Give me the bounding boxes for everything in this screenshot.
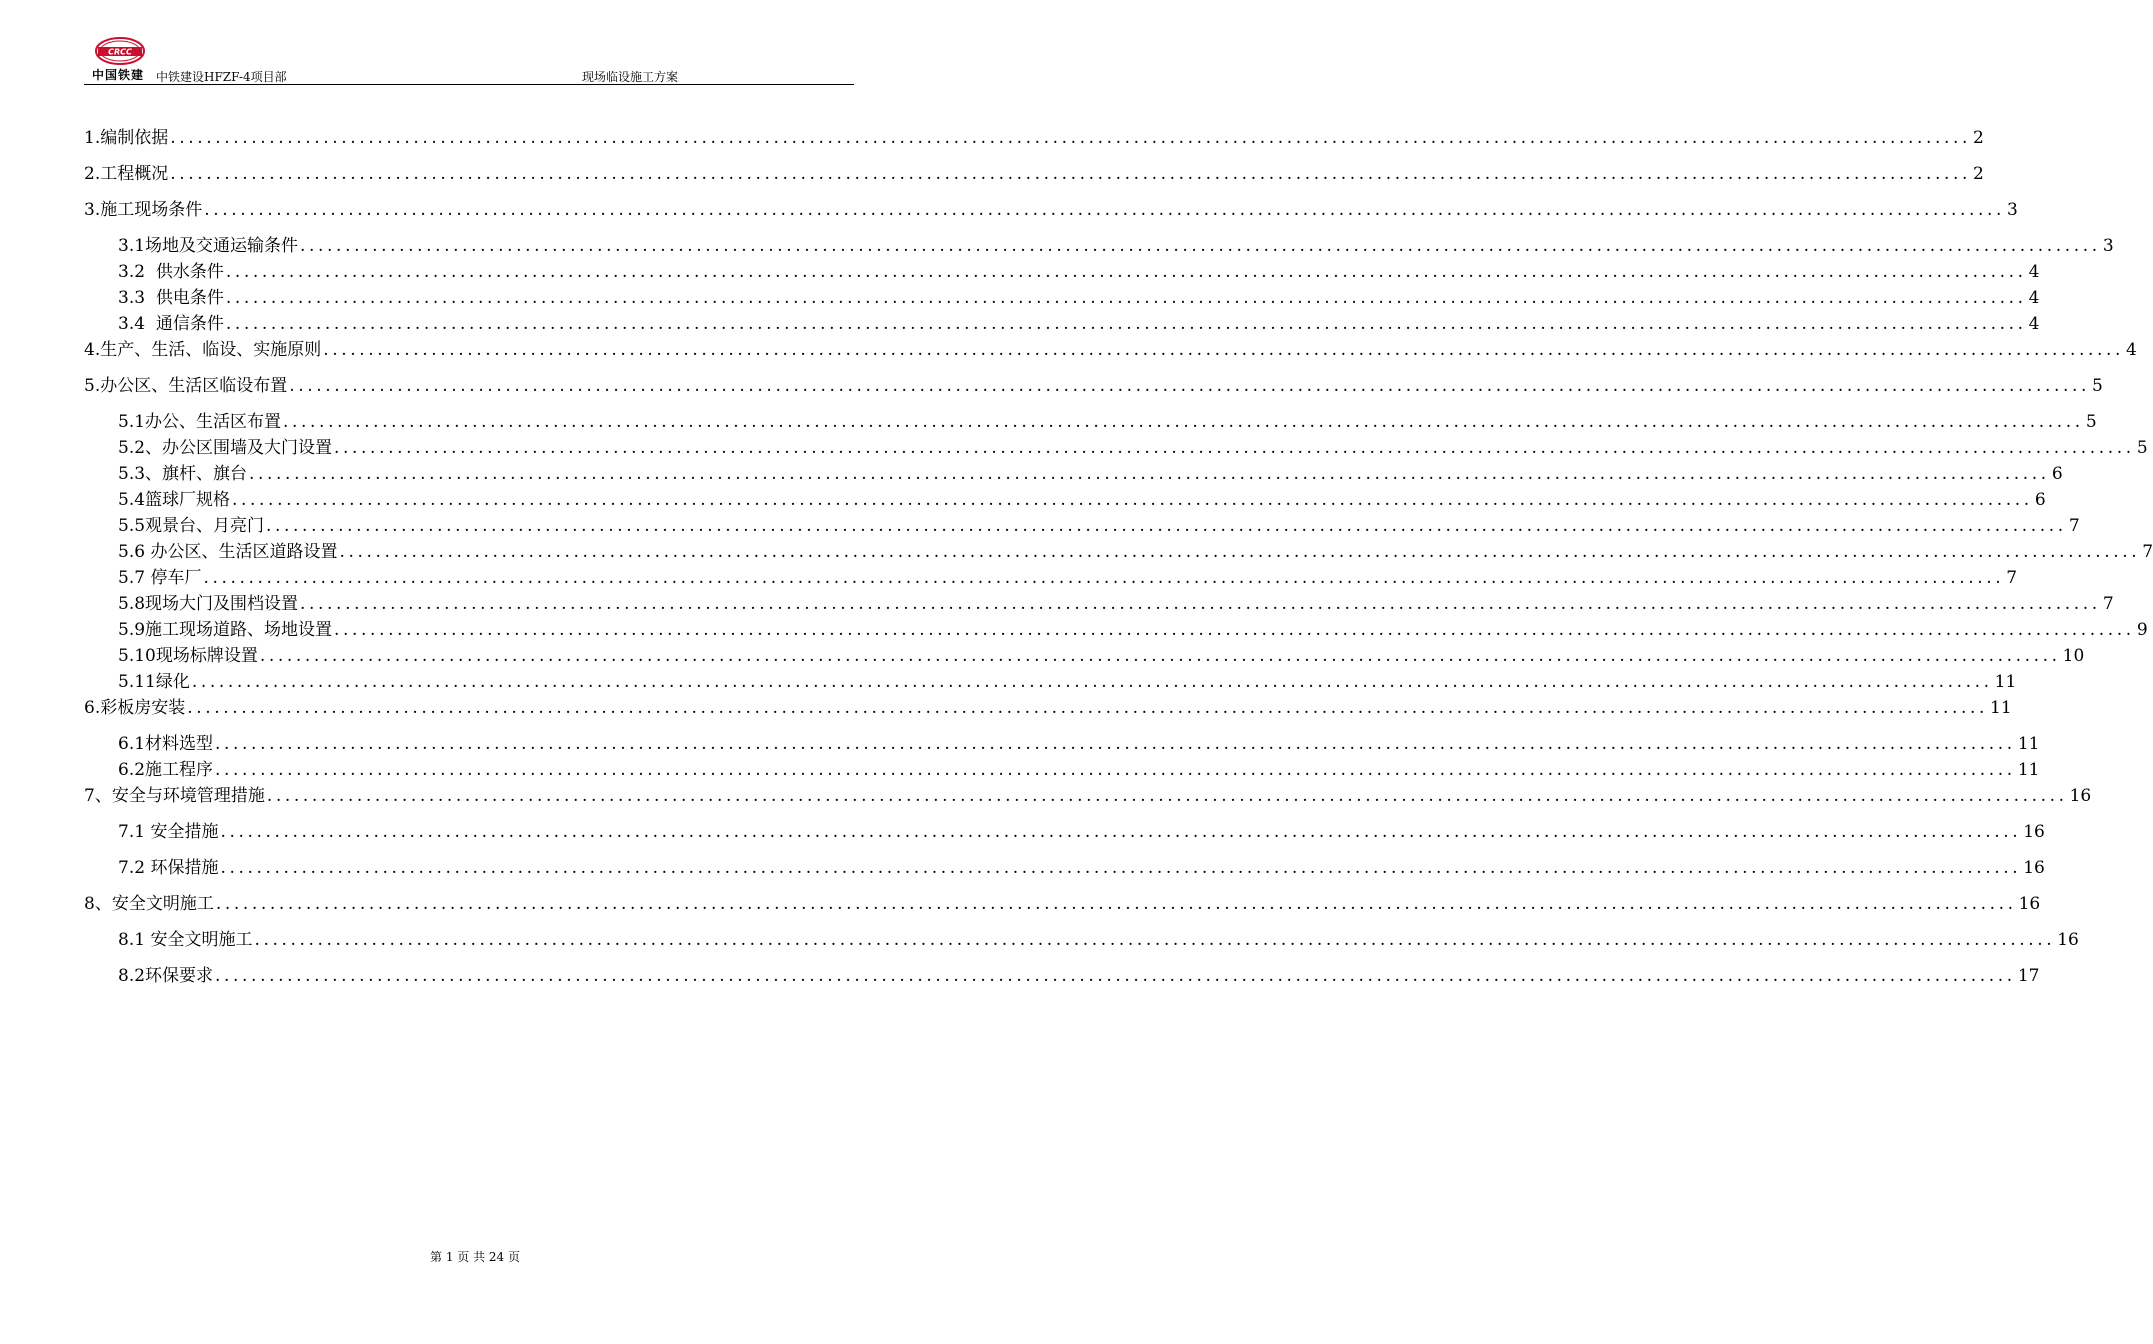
toc-dot-leader: ........................................................................................................................................................................................................	[339, 542, 2141, 562]
toc-entry[interactable]	[118, 640, 2085, 666]
toc-entry-label: 7、安全与环境管理措施	[84, 786, 265, 806]
toc-entry-page-number: 9	[2136, 620, 2148, 640]
toc-entry[interactable]	[118, 406, 2097, 432]
toc-entry[interactable]	[118, 816, 2045, 842]
toc-entry-label: 6.1材料选型	[118, 734, 214, 754]
toc-entry-page-number: 7	[2006, 568, 2018, 588]
toc-dot-leader: ........................................................................................................................................................................................................	[334, 438, 2135, 458]
toc-entry-page-number: 11	[2017, 760, 2040, 780]
toc-entry[interactable]	[118, 256, 2040, 282]
toc-dot-leader: ........................................................................................................................................................................................................	[191, 672, 1993, 692]
toc-entry-page-number: 6	[2051, 464, 2063, 484]
toc-entry-page-number: 6	[2034, 490, 2046, 510]
toc-entry-label: 7.2 环保措施	[118, 858, 219, 878]
toc-entry-page-number: 16	[2069, 786, 2092, 806]
document-title: 现场临设施工方案	[582, 70, 679, 84]
toc-entry-page-number: 16	[2057, 930, 2079, 950]
toc-entry-label: 5.5观景台、月亮门	[118, 516, 265, 536]
toc-dot-leader: ........................................................................................................................................................................................................	[254, 930, 2056, 950]
toc-dot-leader: ........................................................................................................................................................................................................	[225, 262, 2027, 282]
toc-entry-page-number: 5	[2136, 438, 2148, 458]
toc-dot-leader: ........................................................................................................................................................................................................	[215, 760, 2016, 780]
toc-entry-label: 4.生产、生活、临设、实施原则	[84, 340, 322, 360]
toc-entry-page-number: 3	[2007, 200, 2018, 220]
toc-entry-page-number: 5	[2085, 412, 2097, 432]
toc-entry[interactable]	[118, 960, 2040, 986]
toc-dot-leader: ........................................................................................................................................................................................................	[334, 620, 2135, 640]
toc-dot-leader: ........................................................................................................................................................................................................	[187, 698, 1988, 718]
toc-entry[interactable]	[84, 888, 2041, 914]
toc-entry[interactable]	[118, 510, 2080, 536]
toc-entry-label: 6.彩板房安装	[84, 698, 186, 718]
toc-entry[interactable]	[118, 924, 2079, 950]
toc-dot-leader: ........................................................................................................................................................................................................	[259, 646, 2061, 666]
toc-entry[interactable]	[118, 282, 2040, 308]
toc-dot-leader: ........................................................................................................................................................................................................	[203, 568, 2005, 588]
toc-dot-leader: ........................................................................................................................................................................................................	[266, 786, 2068, 806]
svg-text:CRCC: CRCC	[108, 47, 132, 57]
toc-dot-leader: ........................................................................................................................................................................................................	[170, 128, 1971, 148]
toc-entry-page-number: 4	[2028, 314, 2040, 334]
toc-entry-label: 5.办公区、生活区临设布置	[84, 376, 288, 396]
toc-entry[interactable]	[118, 754, 2040, 780]
toc-dot-leader: ........................................................................................................................................................................................................	[170, 164, 1971, 184]
toc-entry-page-number: 16	[2018, 894, 2041, 914]
toc-entry-label: 5.6 办公区、生活区道路设置	[118, 542, 338, 562]
page-footer: 第 1 页 共 24 页	[430, 1250, 520, 1264]
toc-entry[interactable]	[118, 562, 2018, 588]
toc-entry-label: 2.工程概况	[84, 164, 169, 184]
toc-dot-leader: ........................................................................................................................................................................................................	[300, 236, 2101, 256]
toc-entry-page-number: 4	[2028, 262, 2040, 282]
toc-entry[interactable]	[84, 370, 2103, 396]
toc-entry-label: 3.施工现场条件	[84, 200, 203, 220]
toc-dot-leader: ........................................................................................................................................................................................................	[204, 200, 2005, 220]
toc-dot-leader: ........................................................................................................................................................................................................	[215, 966, 2016, 986]
toc-entry-label: 6.2施工程序	[118, 760, 214, 780]
toc-dot-leader: ........................................................................................................................................................................................................	[300, 594, 2101, 614]
toc-entry-page-number: 2	[1973, 128, 1984, 148]
toc-dot-leader: ........................................................................................................................................................................................................	[232, 490, 2033, 510]
toc-entry-page-number: 7	[2142, 542, 2153, 562]
toc-dot-leader: ........................................................................................................................................................................................................	[283, 412, 2084, 432]
toc-entry-label: 5.8现场大门及围档设置	[118, 594, 299, 614]
toc-dot-leader: ........................................................................................................................................................................................................	[220, 822, 2022, 842]
toc-dot-leader: ........................................................................................................................................................................................................	[220, 858, 2022, 878]
toc-entry-page-number: 17	[2017, 966, 2040, 986]
header-divider	[84, 84, 854, 85]
toc-entry-label: 5.9施工现场道路、场地设置	[118, 620, 333, 640]
toc-entry[interactable]	[84, 122, 1984, 148]
toc-entry-label: 5.3、旗杆、旗台	[118, 464, 248, 484]
crcc-logo-icon	[94, 36, 146, 66]
toc-entry-label: 3.1场地及交通运输条件	[118, 236, 299, 256]
toc-entry-page-number: 11	[2017, 734, 2040, 754]
toc-entry[interactable]	[118, 484, 2046, 510]
toc-dot-leader: ........................................................................................................................................................................................................	[215, 734, 2016, 754]
toc-entry[interactable]	[84, 158, 1984, 184]
toc-entry[interactable]	[84, 692, 2012, 718]
toc-entry[interactable]	[118, 458, 2063, 484]
toc-entry-page-number: 16	[2023, 822, 2045, 842]
toc-entry[interactable]	[118, 852, 2045, 878]
toc-dot-leader: ........................................................................................................................................................................................................	[225, 288, 2027, 308]
toc-entry-label: 5.11绿化	[118, 672, 190, 692]
toc-dot-leader: ........................................................................................................................................................................................................	[225, 314, 2027, 334]
toc-entry[interactable]	[118, 728, 2040, 754]
toc-entry-label: 5.4篮球厂规格	[118, 490, 231, 510]
toc-entry-page-number: 4	[2028, 288, 2040, 308]
toc-entry-page-number: 11	[1990, 698, 2012, 718]
toc-entry-label: 5.1办公、生活区布置	[118, 412, 282, 432]
toc-entry-label: 1.编制依据	[84, 128, 169, 148]
toc-entry-page-number: 7	[2068, 516, 2080, 536]
toc-entry-page-number: 10	[2062, 646, 2085, 666]
company-name: 中铁建设HFZF-4项目部	[156, 70, 287, 84]
toc-entry-page-number: 5	[2092, 376, 2103, 396]
toc-entry-label: 5.10现场标牌设置	[118, 646, 258, 666]
toc-entry-label: 3.3 供电条件	[118, 288, 224, 308]
toc-entry-page-number: 16	[2023, 858, 2045, 878]
toc-entry-label: 8、安全文明施工	[84, 894, 214, 914]
toc-entry-label: 8.2环保要求	[118, 966, 214, 986]
toc-entry[interactable]	[118, 588, 2114, 614]
toc-entry-label: 3.2 供水条件	[118, 262, 224, 282]
toc-entry[interactable]	[118, 308, 2040, 334]
toc-entry-label: 5.2、办公区围墙及大门设置	[118, 438, 333, 458]
toc-entry-label: 3.4 通信条件	[118, 314, 224, 334]
toc-entry-page-number: 2	[1973, 164, 1984, 184]
toc-dot-leader: ........................................................................................................................................................................................................	[323, 340, 2124, 360]
toc-dot-leader: ........................................................................................................................................................................................................	[215, 894, 2017, 914]
toc-entry[interactable]	[118, 432, 2148, 458]
toc-dot-leader: ........................................................................................................................................................................................................	[249, 464, 2050, 484]
toc-entry-label: 5.7 停车厂	[118, 568, 202, 588]
toc-entry[interactable]	[84, 194, 2018, 220]
toc-entry-page-number: 3	[2102, 236, 2114, 256]
logo-text: 中国铁建	[92, 68, 145, 82]
toc-entry[interactable]	[118, 536, 2153, 562]
toc-entry[interactable]	[84, 780, 2092, 806]
toc-entry-page-number: 11	[1994, 672, 2017, 692]
toc-entry-page-number: 7	[2102, 594, 2114, 614]
toc-entry[interactable]	[118, 230, 2114, 256]
toc-entry-page-number: 4	[2126, 340, 2137, 360]
toc-entry-label: 8.1 安全文明施工	[118, 930, 253, 950]
toc-dot-leader: ........................................................................................................................................................................................................	[266, 516, 2067, 536]
page-header	[84, 30, 854, 86]
toc-dot-leader: ........................................................................................................................................................................................................	[289, 376, 2090, 396]
toc-entry[interactable]	[118, 614, 2148, 640]
toc-entry[interactable]	[84, 334, 2137, 360]
toc-entry[interactable]	[118, 666, 2017, 692]
toc-entry-label: 7.1 安全措施	[118, 822, 219, 842]
